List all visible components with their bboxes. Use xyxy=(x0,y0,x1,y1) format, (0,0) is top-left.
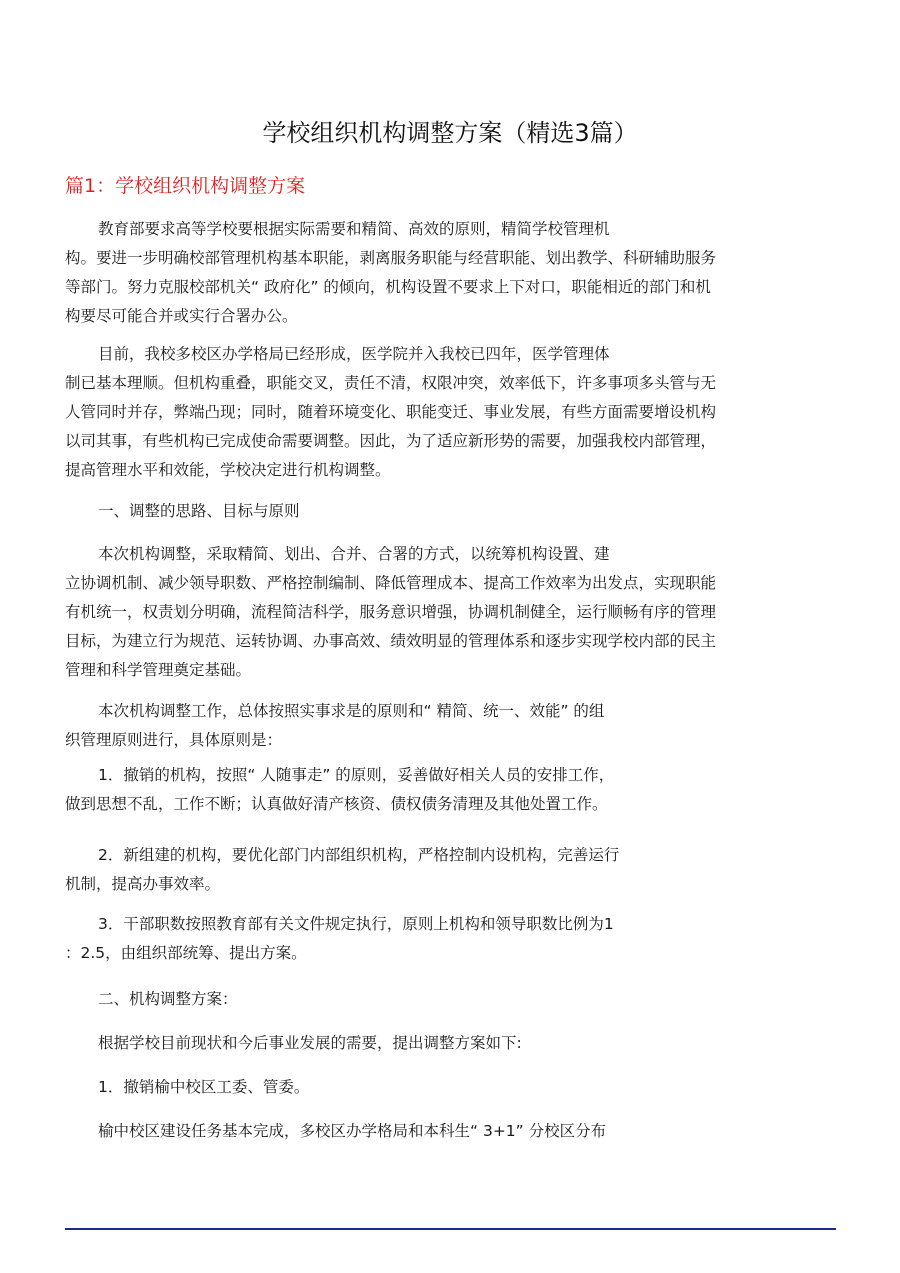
paragraph-line: 机制，提高办事效率。 xyxy=(65,875,221,893)
document-title: 学校组织机构调整方案（精选3篇） xyxy=(262,119,638,147)
paragraph-line: 构要尽可能合并或实行合署办公。 xyxy=(65,307,298,325)
paragraph xyxy=(65,910,845,968)
paragraph xyxy=(65,1029,845,1058)
paragraph-line: 1．撤销的机构，按照“ 人随事走” 的原则，妥善做好相关人员的安排工作， xyxy=(98,766,615,784)
paragraph-line: 人管同时并存，弊端凸现；同时，随着环境变化、职能变迁、事业发展，有些方面需要增设机构 xyxy=(65,403,717,421)
paragraph-line: 目前，我校多校区办学格局已经形成，医学院并入我校已四年，医学管理体 xyxy=(98,345,610,363)
paragraph-line: 以司其事，有些机构已完成使命需要调整。因此，为了适应新形势的需要，加强我校内部管理， xyxy=(65,432,717,450)
paragraph-line: 1．撤销榆中校区工委、管委。 xyxy=(98,1078,310,1096)
paragraph-line: 3．干部职数按照教育部有关文件规定执行，原则上机构和领导职数比例为1 xyxy=(98,915,614,933)
paragraph xyxy=(65,497,845,526)
paragraph xyxy=(65,697,845,755)
footer-divider xyxy=(65,1228,836,1230)
paragraph-line: 本次机构调整，采取精简、划出、合并、合署的方式，以统筹机构设置、建 xyxy=(98,545,610,563)
paragraph-line: 有机统一，权责划分明确，流程简洁科学，服务意识增强，协调机制健全，运行顺畅有序的管理 xyxy=(65,603,717,621)
paragraph xyxy=(65,1117,845,1146)
paragraph-line: 等部门。努力克服校部机关“ 政府化” 的倾向，机构设置不要求上下对口，职能相近的部门和机 xyxy=(65,278,711,296)
paragraph xyxy=(65,1073,845,1102)
paragraph xyxy=(65,340,845,485)
paragraph xyxy=(65,985,845,1014)
paragraph-line: 本次机构调整工作，总体按照实事求是的原则和“ 精简、统一、效能” 的组 xyxy=(98,702,605,720)
paragraph-line: 二、机构调整方案： xyxy=(98,990,238,1008)
paragraph-line: 管理和科学管理奠定基础。 xyxy=(65,661,252,679)
paragraph-line: 榆中校区建设任务基本完成，多校区办学格局和本科生“ 3+1” 分校区分布 xyxy=(98,1122,607,1140)
paragraph xyxy=(65,841,845,899)
paragraph xyxy=(65,540,845,685)
paragraph-line: 提高管理水平和效能，学校决定进行机构调整。 xyxy=(65,461,391,479)
paragraph-line: ：2.5，由组织部统筹、提出方案。 xyxy=(65,944,307,962)
paragraph-line: 制已基本理顺。但机构重叠，职能交叉，责任不清，权限冲突，效率低下，许多事项多头管与无 xyxy=(65,374,717,392)
paragraph-line: 根据学校目前现状和今后事业发展的需要，提出调整方案如下: xyxy=(98,1034,522,1052)
paragraph-line: 做到思想不乱，工作不断；认真做好清产核资、债权债务清理及其他处置工作。 xyxy=(65,795,608,813)
paragraph-line: 目标，为建立行为规范、运转协调、办事高效、绩效明显的管理体系和逐步实现学校内部的民主 xyxy=(65,632,717,650)
paragraph-line: 织管理原则进行，具体原则是： xyxy=(65,731,283,749)
paragraph-line: 构。要进一步明确校部管理机构基本职能，剥离服务职能与经营职能、划出教学、科研辅助服务 xyxy=(65,249,717,267)
paragraph xyxy=(65,761,845,819)
paragraph-line: 教育部要求高等学校要根据实际需要和精简、高效的原则，精简学校管理机 xyxy=(98,220,610,238)
paragraph-line: 2．新组建的机构，要优化部门内部组织机构，严格控制内设机构，完善运行 xyxy=(98,846,620,864)
paragraph-line: 一、调整的思路、目标与原则 xyxy=(98,502,300,520)
section-heading: 篇1：学校组织机构调整方案 xyxy=(65,175,306,197)
paragraph xyxy=(65,215,845,331)
paragraph-line: 立协调机制、减少领导职数、严格控制编制、降低管理成本、提高工作效率为出发点，实现职能 xyxy=(65,574,717,592)
